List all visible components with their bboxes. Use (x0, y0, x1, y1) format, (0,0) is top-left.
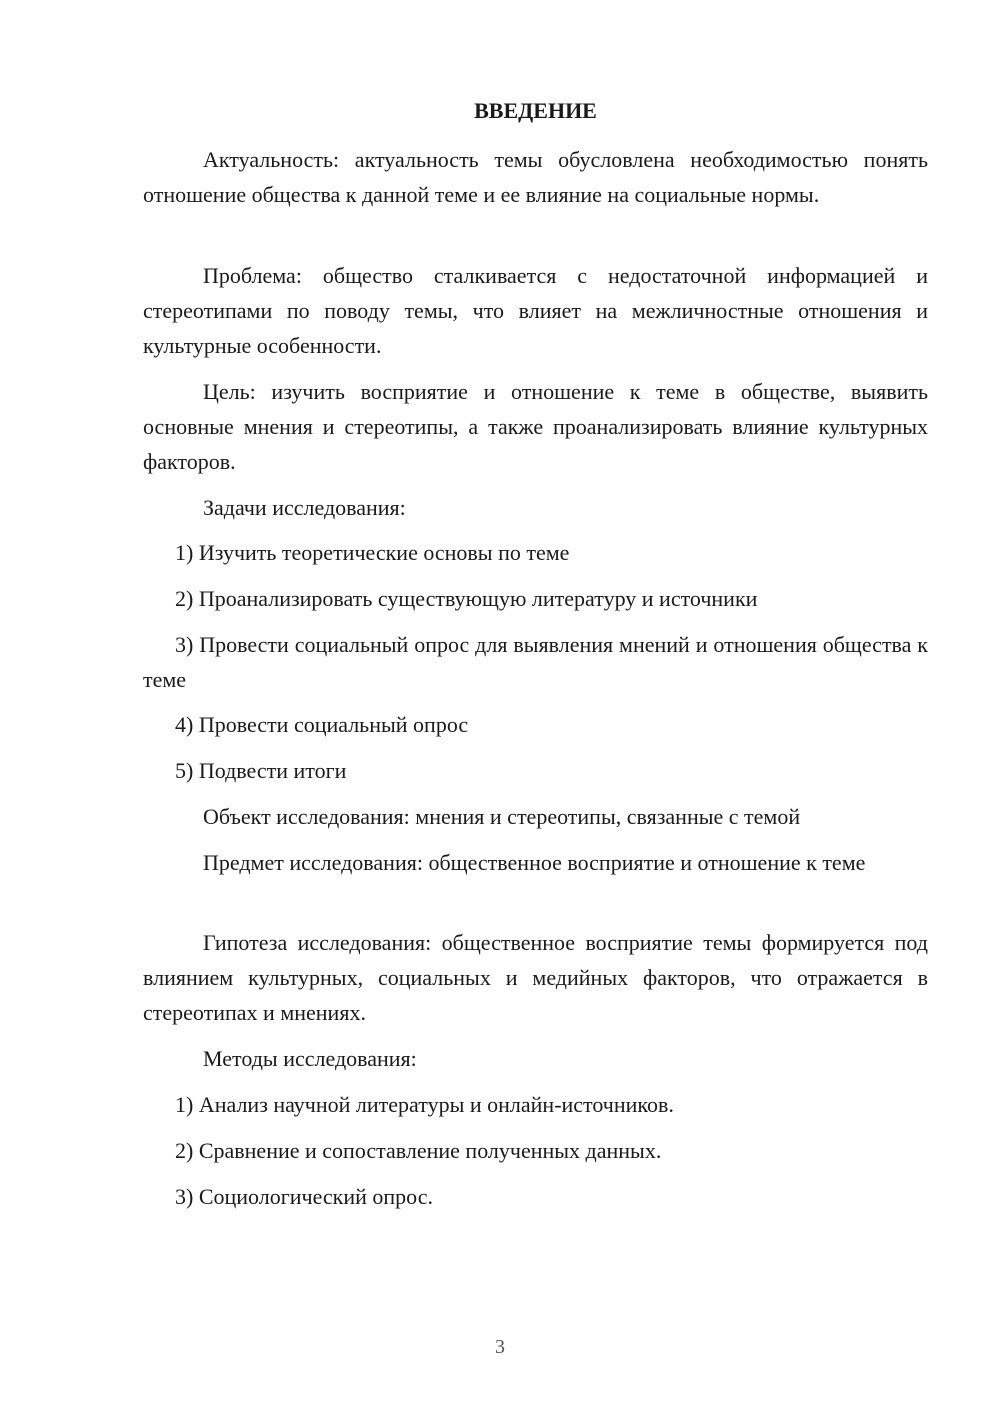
task-item-2: 2) Проанализировать существующую литературу и источники (175, 586, 758, 611)
object-paragraph: Объект исследования: мнения и стереотипы, связанные с темой (203, 804, 801, 829)
method-item-3: 3) Социологический опрос. (175, 1184, 433, 1209)
method-item-1: 1) Анализ научной литературы и онлайн-источников. (175, 1092, 674, 1117)
relevance-paragraph: Актуальность: актуальность темы обусловлена необходимостью понять отношение общества к данной теме и ее влияние на социальные нормы. (143, 147, 928, 207)
task-item-3: 3) Провести социальный опрос для выявления мнений и отношения общества к теме (143, 632, 928, 692)
problem-paragraph: Проблема: общество сталкивается с недостаточной информацией и стереотипами по поводу темы, что влияет на межличностные отношения и культурные особенности. (143, 263, 928, 358)
method-item-2: 2) Сравнение и сопоставление полученных данных. (175, 1138, 662, 1163)
goal-paragraph: Цель: изучить восприятие и отношение к теме в обществе, выявить основные мнения и стереотипы, а также проанализировать влияние культурных факторов. (143, 379, 928, 474)
page-title: ВВЕДЕНИЕ (474, 98, 597, 123)
subject-paragraph: Предмет исследования: общественное восприятие и отношение к теме (203, 850, 866, 875)
page-number: 3 (495, 1336, 505, 1358)
task-item-4: 4) Провести социальный опрос (175, 712, 469, 737)
task-item-1: 1) Изучить теоретические основы по теме (175, 540, 570, 565)
tasks-title: Задачи исследования: (203, 495, 406, 520)
task-item-5: 5) Подвести итоги (175, 758, 347, 783)
methods-title: Методы исследования: (203, 1046, 417, 1071)
hypothesis-paragraph: Гипотеза исследования: общественное восприятие темы формируется под влиянием культурных, социальных и медийных факторов, что отражается в стереотипах и мнениях. (143, 930, 928, 1025)
